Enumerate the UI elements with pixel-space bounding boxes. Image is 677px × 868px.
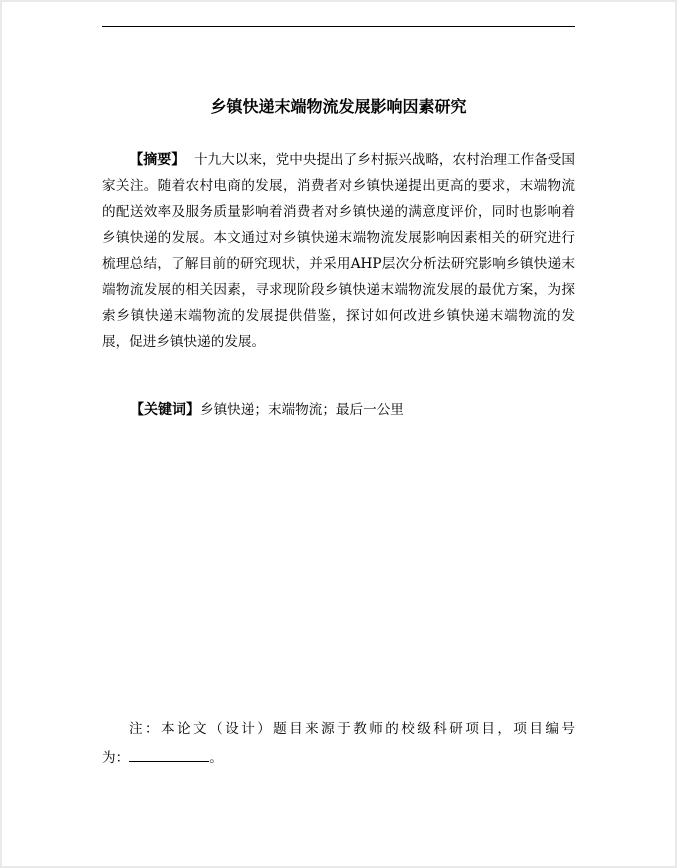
paper-title: 乡镇快递末端物流发展影响因素研究 — [210, 97, 467, 116]
note-line2-prefix: 为： — [102, 750, 130, 766]
keywords-label: 【关键词】 — [130, 402, 200, 418]
funding-note — [102, 715, 575, 773]
document-page — [2, 2, 675, 866]
project-number-blank — [129, 748, 209, 762]
header-rule — [102, 26, 575, 27]
keywords-line — [130, 398, 575, 419]
abstract-paragraph — [102, 147, 575, 355]
note-line-1: 注：本论文（设计）题目来源于教师的校级科研项目，项目编号 — [129, 721, 575, 737]
keywords-text: 乡镇快递；末端物流；最后一公里 — [200, 402, 404, 418]
note-line2-suffix: 。 — [209, 750, 223, 766]
abstract-label: 【摘要】 — [129, 152, 186, 168]
abstract-text: 十九大以来，党中央提出了乡村振兴战略，农村治理工作备受国家关注。随着农村电商的发展，消费者对乡镇快递提出更高的要求，末端物流的配送效率及服务质量影响着消费者对乡镇快递的满意度评价，同时也影响着乡镇快递的发展。本文通过对乡镇快递末端物流发展影响因素相关的研究进行梳理总结，了解目前的研究现状，并采用AHP层次分析法研究影响乡镇快递末端物流发展的相关因素，寻求现阶段乡镇快递末端物流发展的最优方案，为探索乡镇快递末端物流的发展提供借鉴，探讨如何改进乡镇快递末端物流的发展，促进乡镇快递的发展。 — [102, 152, 576, 350]
